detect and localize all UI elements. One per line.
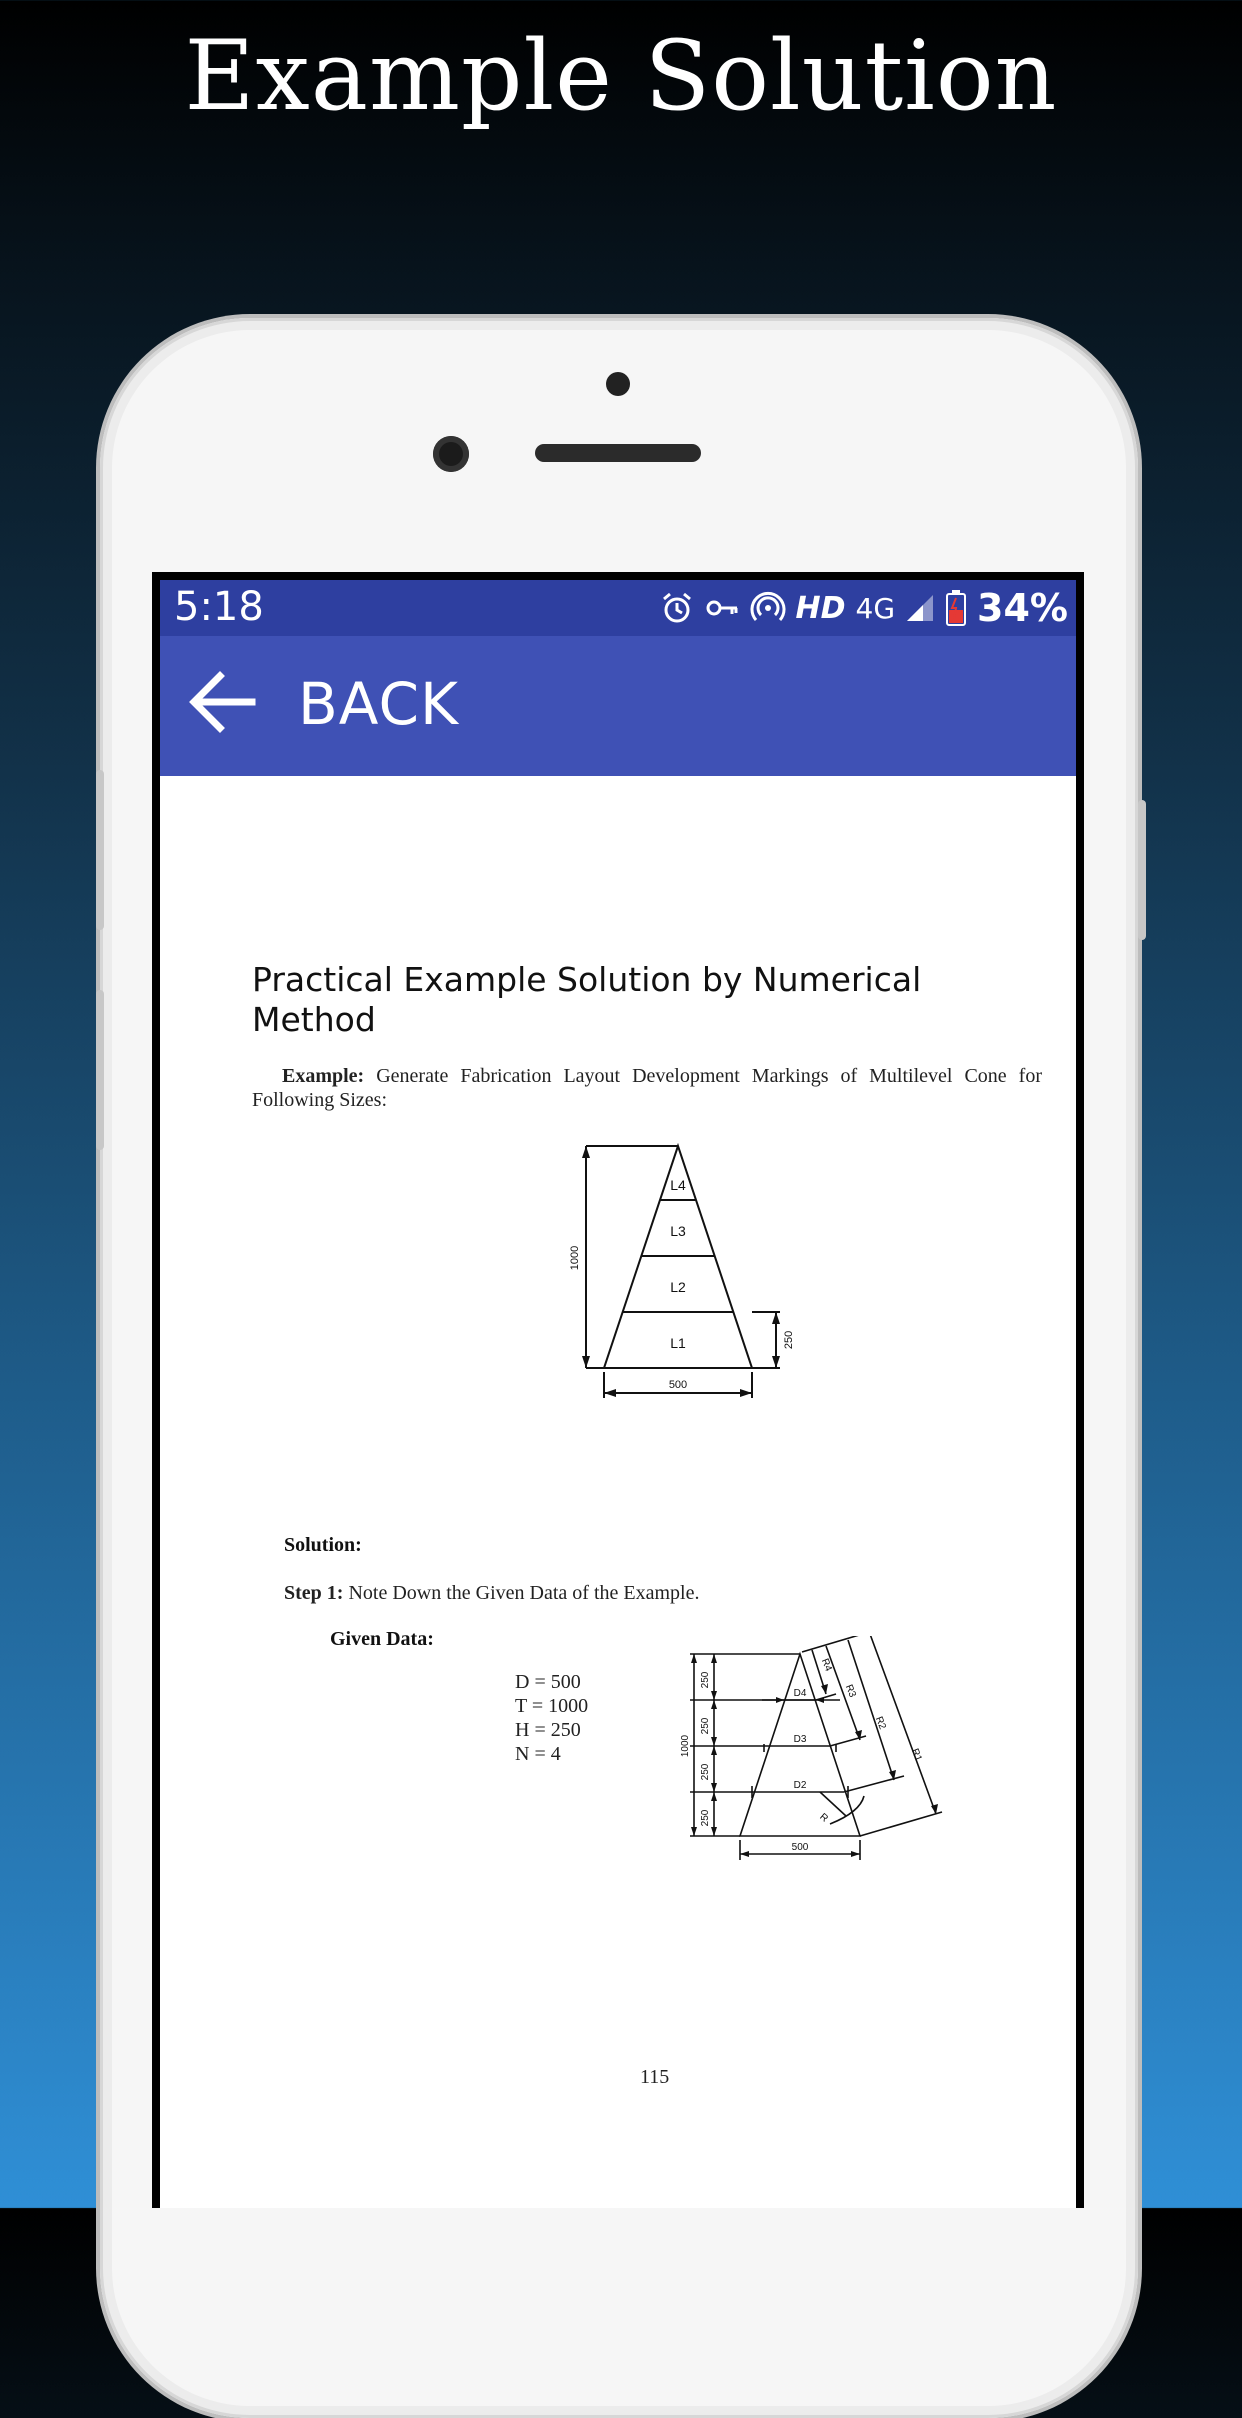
given-item: T = 1000 [515,1695,589,1717]
status-icons [660,586,1069,630]
arrow-back-icon [186,666,258,742]
hd-indicator: HD [795,590,846,626]
phone-screen [152,572,1084,2208]
section-height-label: 250 [700,1763,711,1781]
front-camera [433,436,469,472]
document-page[interactable] [160,776,1076,2208]
phone-side-button [96,990,104,1150]
height-dimension-label: 1000 [569,1245,581,1271]
back-label: BACK [298,670,459,738]
development-layout-figure [680,1636,1050,1956]
diameter-label: D2 [793,1780,807,1791]
level-label: L2 [670,1279,686,1295]
arc-label: R [817,1811,830,1825]
phone-side-button [1138,800,1146,940]
radius-label: R1 [908,1747,924,1764]
status-bar [160,580,1076,636]
base-dimension-label: 500 [791,1842,809,1853]
step-1-label: Step 1: [284,1582,344,1604]
diameter-label: D3 [793,1734,807,1745]
front-sensor [606,372,630,396]
given-data-list [515,1670,588,1766]
radius-label: R2 [872,1715,888,1732]
solution-label: Solution: [284,1534,362,1556]
step-1 [284,1582,699,1605]
base-dimension-label: 500 [668,1379,688,1391]
multilevel-cone-figure [510,1136,830,1526]
document-title: Practical Example Solution by Numerical Method [252,960,922,1039]
hotspot-icon [750,590,786,626]
level-label: L3 [670,1223,686,1239]
level-label: L4 [670,1177,686,1193]
example-paragraph [252,1064,1042,1112]
alarm-icon [660,591,694,625]
section-height-label: 250 [700,1717,711,1735]
given-item: D = 500 [515,1671,581,1693]
diameter-label: D4 [793,1688,807,1699]
network-type: 4G [855,591,896,625]
step-1-text: Note Down the Given Data of the Example. [348,1582,700,1604]
height-dimension-label: 1000 [680,1734,691,1758]
earpiece-speaker [535,444,701,462]
signal-icon [905,593,935,623]
phone-side-button [96,770,104,930]
section-height-label: 250 [700,1671,711,1689]
battery-percent: 34% [977,586,1068,630]
given-data-label: Given Data: [330,1628,434,1650]
given-item: N = 4 [515,1743,561,1765]
example-label: Example: [282,1065,365,1087]
example-text: Generate Fabrication Layout Development Markings of Multilevel Cone for Following Sizes: [252,1065,1043,1111]
status-time: 5:18 [174,584,264,630]
level-label: L1 [670,1335,686,1351]
back-button[interactable] [186,666,459,742]
given-item: H = 250 [515,1719,581,1741]
radius-label: R4 [818,1657,834,1674]
radius-label: R3 [842,1683,858,1700]
battery-icon [945,589,967,627]
app-toolbar [160,636,1076,776]
page-number: 115 [640,2066,670,2088]
section-height-label: 250 [700,1809,711,1827]
level-height-dimension-label: 250 [783,1330,795,1350]
promo-title: Example Solution [184,20,1058,132]
vpn-key-icon [704,593,740,623]
